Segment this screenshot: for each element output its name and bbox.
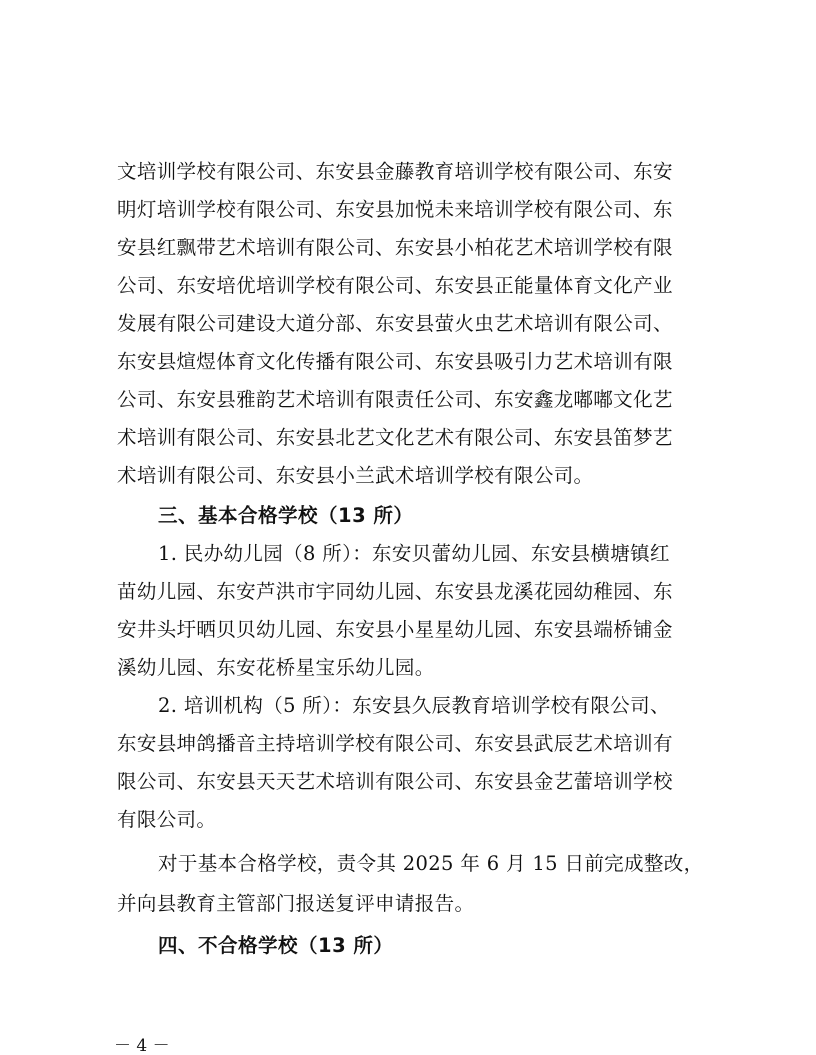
rectification-paragraph-line: 对于基本合格学校，责令其 2025 年 6 月 15 日前完成整改， [158,852,704,875]
kindergarten-paragraph-line: 安井头圩晒贝贝幼儿园、东安县小星星幼儿园、东安县端桥铺金 [117,618,673,641]
rectification-paragraph-line: 并向县教育主管部门报送复评申请报告。 [117,892,475,915]
body-text-line: 术培训有限公司、东安县小兰武术培训学校有限公司。 [117,464,594,487]
kindergarten-paragraph-line: 苗幼儿园、东安芦洪市宇同幼儿园、东安县龙溪花园幼稚园、东 [117,580,673,603]
page-number: － 4 － [114,1036,170,1055]
section-heading-unqualified: 四、不合格学校（13 所） [158,934,394,957]
training-institution-paragraph-line: 有限公司。 [117,808,217,831]
body-text-line: 安县红飘带艺术培训有限公司、东安县小柏花艺术培训学校有限 [117,236,673,259]
body-text-line: 东安县煊煜体育文化传播有限公司、东安县吸引力艺术培训有限 [117,350,673,373]
body-text-line: 公司、东安县雅韵艺术培训有限责任公司、东安鑫龙嘟嘟文化艺 [117,388,673,411]
body-text-line: 术培训有限公司、东安县北艺文化艺术有限公司、东安县笛梦艺 [117,426,673,449]
body-text-line: 发展有限公司建设大道分部、东安县萤火虫艺术培训有限公司、 [117,312,673,335]
training-institution-paragraph-line: 限公司、东安县天天艺术培训有限公司、东安县金艺蕾培训学校 [117,770,673,793]
training-institution-paragraph-line: 东安县坤鸽播音主持培训学校有限公司、东安县武辰艺术培训有 [117,732,673,755]
section-heading-basic-qualified: 三、基本合格学校（13 所） [158,504,414,527]
body-text-line: 明灯培训学校有限公司、东安县加悦未来培训学校有限公司、东 [117,198,673,221]
training-institution-paragraph-line: 2. 培训机构（5 所）：东安县久辰教育培训学校有限公司、 [158,694,670,717]
kindergarten-paragraph-line: 溪幼儿园、东安花桥星宝乐幼儿园。 [117,656,435,679]
body-text-line: 公司、东安培优培训学校有限公司、东安县正能量体育文化产业 [117,274,673,297]
body-text-line: 文培训学校有限公司、东安县金藤教育培训学校有限公司、东安 [117,160,673,183]
kindergarten-paragraph-line: 1. 民办幼儿园（8 所）：东安贝蕾幼儿园、东安县横塘镇红 [158,542,670,565]
